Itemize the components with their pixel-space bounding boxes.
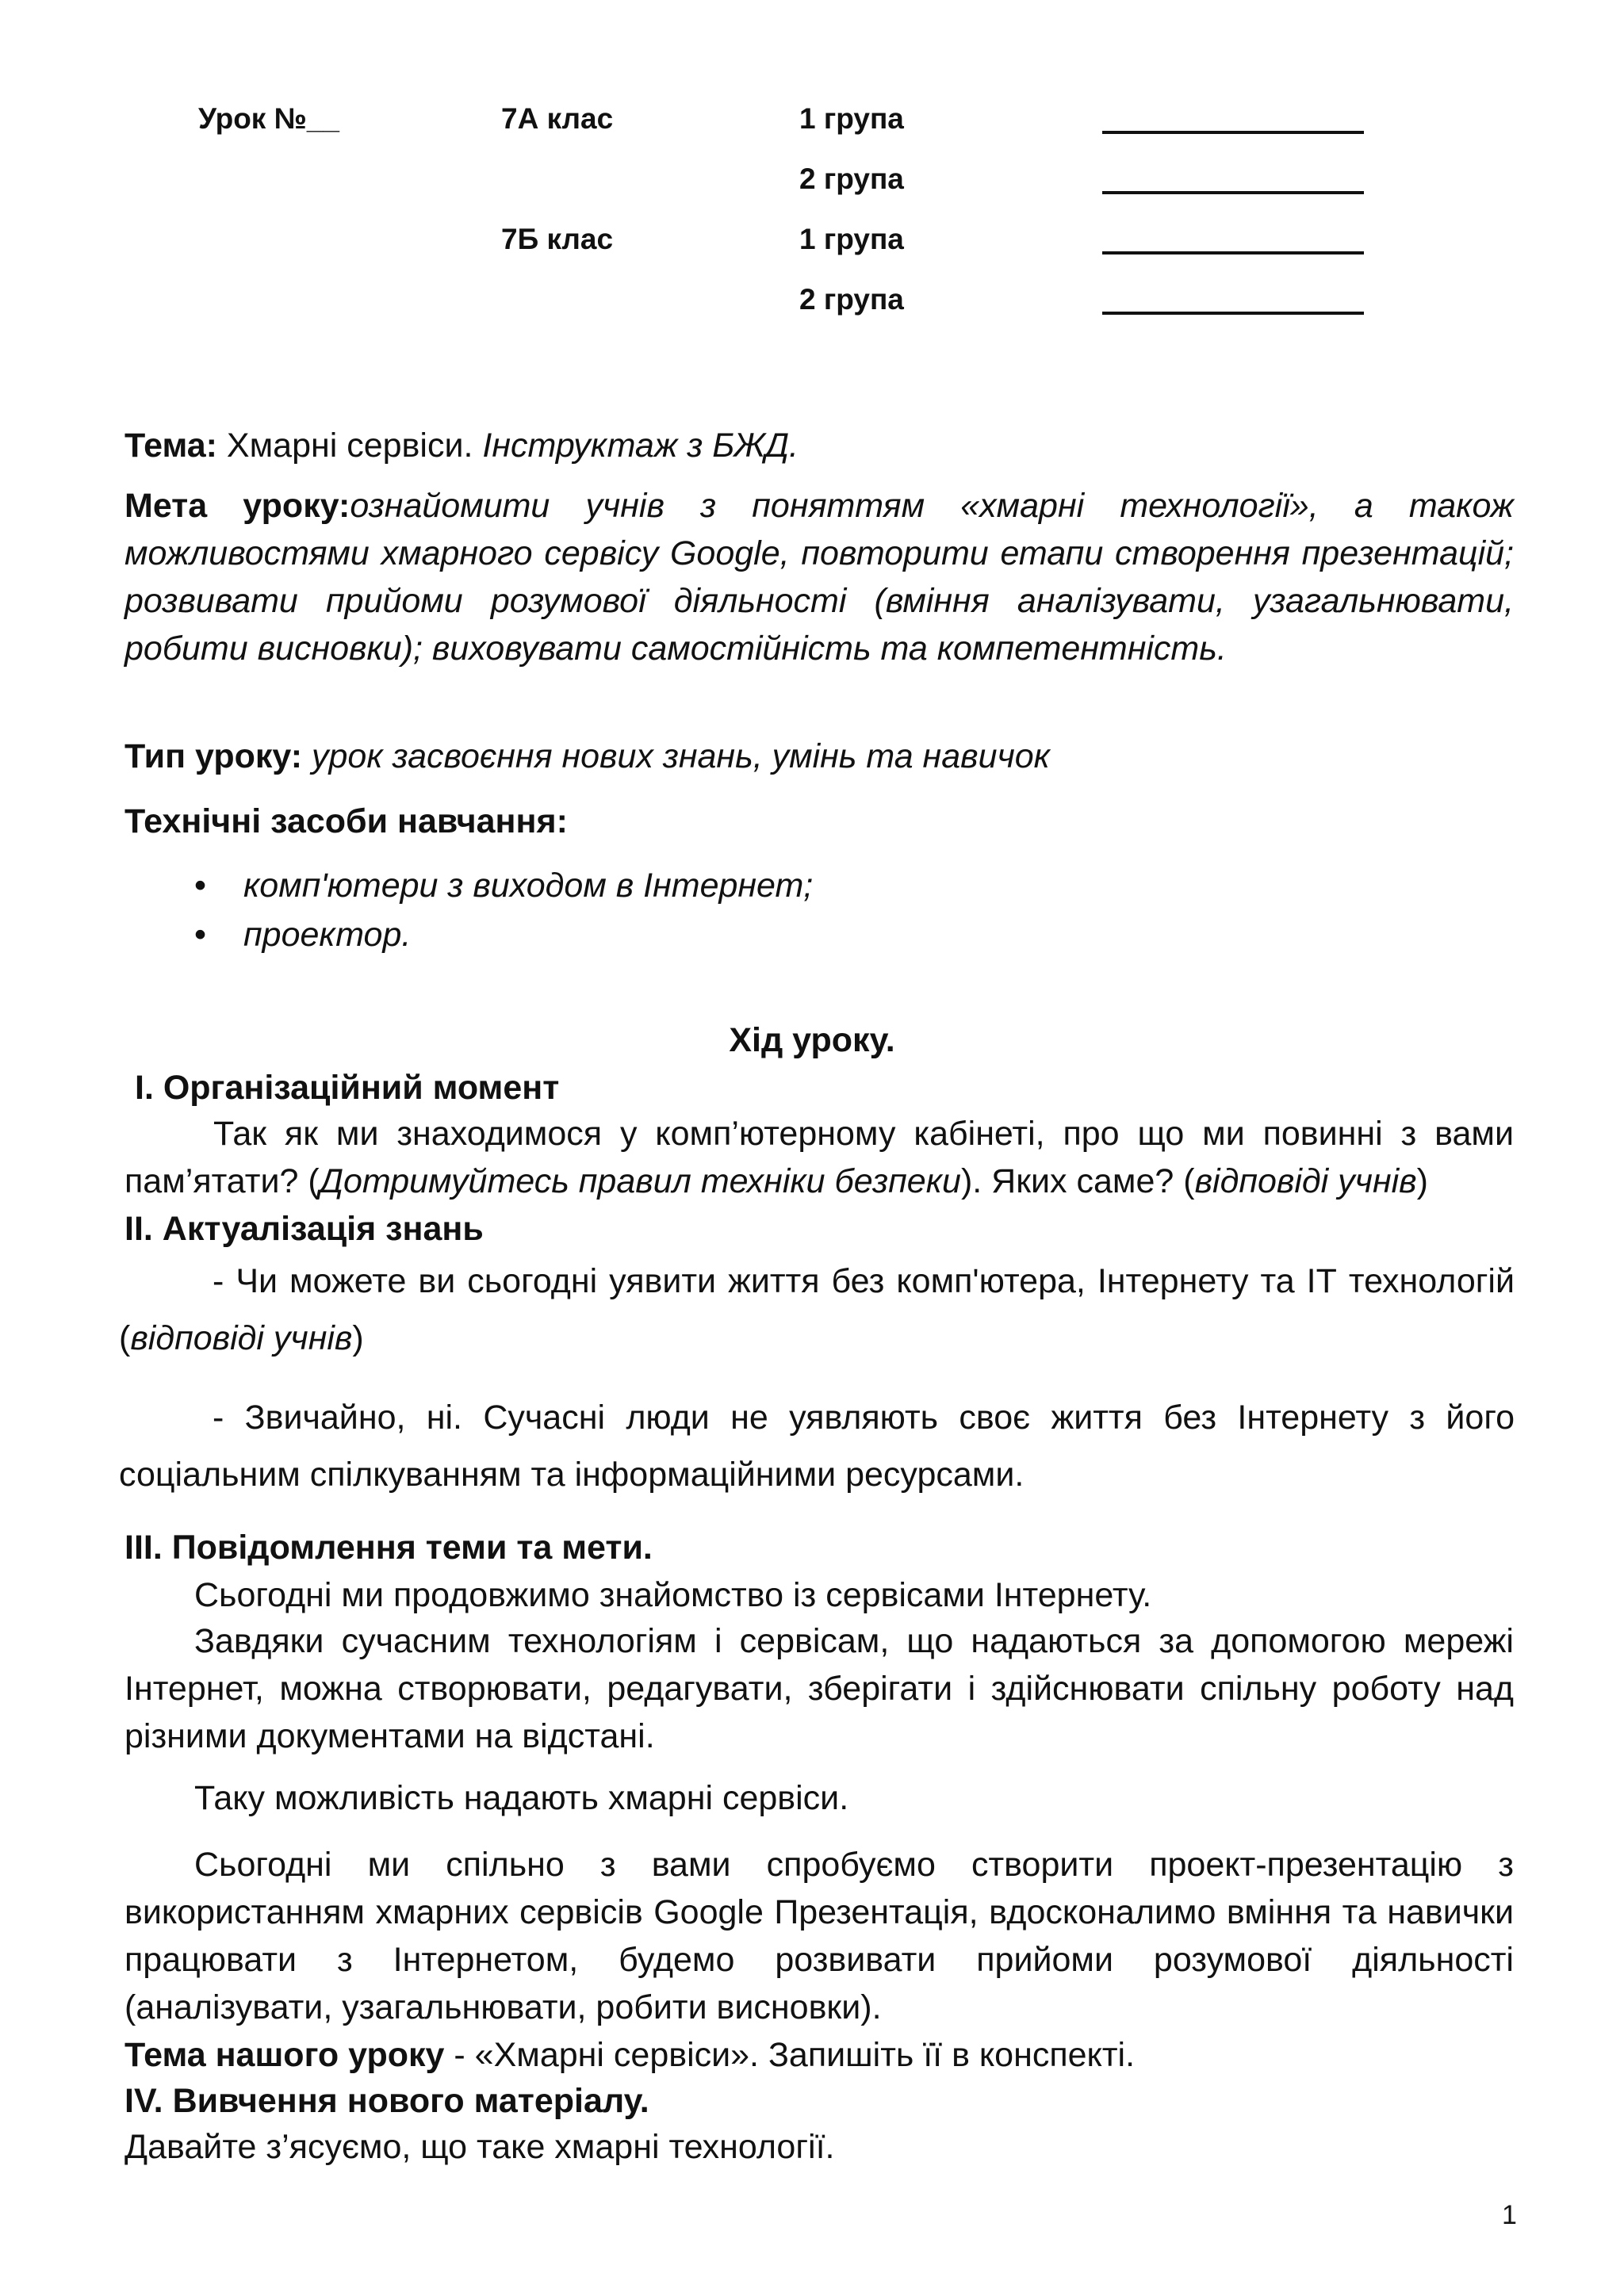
section-2-question-italic: відповіді учнів: [130, 1319, 353, 1357]
section-1-text-a: Так як ми знаходимося у комп’ютерному кабінеті, про що ми повинні з вами пам’ятати? (: [124, 1115, 1514, 1200]
tech-means-list: [194, 861, 813, 959]
group-2-7a-label: 2 група: [799, 163, 904, 195]
lesson-type-line: [124, 733, 1050, 780]
section-3-p4: [124, 1841, 1514, 2031]
blank-line: [1102, 251, 1364, 254]
section-2-title: ІІ. Актуалізація знань: [124, 1210, 484, 1248]
blank-line: [1102, 191, 1364, 194]
topic-italic: Інструктаж з БЖД.: [482, 427, 799, 465]
section-3-p3: [124, 1774, 1514, 1822]
class-7b-label: 7Б клас: [501, 223, 614, 255]
section-4-title: IV. Вивчення нового матеріалу.: [124, 2082, 649, 2120]
section-4-p1: Давайте з’ясуємо, що таке хмарні технології.: [124, 2128, 835, 2166]
list-item: • проектор.: [194, 910, 813, 959]
section-1-text-b: Дотримуйтесь правил техніки безпеки: [319, 1162, 961, 1200]
lesson-type-text: урок засвоєння нових знань, умінь та навичок: [312, 737, 1050, 775]
lesson-number-label: Урок №__: [198, 102, 340, 135]
lesson-topic-rest: - «Хмарні сервіси». Запишіть її в конспекті.: [444, 2036, 1136, 2074]
section-3-p4-text: Сьогодні ми спільно з вами спробуємо створити проект-презентацію з використанням хмарних сервісів Google Презентація, вдосконалимо вміння та навички працювати з Інтернетом, будемо розвивати прийоми розумової діяльності (аналізувати, узагальнювати, робити висновки).: [124, 1846, 1514, 2026]
group-1-7b-label: 1 група: [799, 223, 904, 255]
section-3-p3-text: Таку можливість надають хмарні сервіси.: [194, 1779, 849, 1817]
course-title: Хід уроку.: [729, 1021, 895, 1059]
goal-paragraph: [124, 482, 1514, 672]
section-2-answer-text: - Звичайно, ні. Сучасні люди не уявляють своє життя без Інтернету з його соціальним спілкуванням та інформаційними ресурсами.: [119, 1399, 1515, 1494]
section-3-p2: [124, 1617, 1514, 1760]
group-2-7b-label: 2 група: [799, 283, 904, 316]
section-2-answer: [119, 1389, 1515, 1503]
group-1-7a-label: 1 група: [799, 102, 904, 135]
tech-means-label: Технічні засоби навчання:: [124, 802, 568, 840]
topic-label: Тема:: [124, 427, 217, 465]
lesson-topic-line: [124, 2031, 1135, 2079]
list-item: • комп'ютери з виходом в Інтернет;: [194, 861, 813, 910]
topic-line: [124, 422, 799, 469]
blank-line: [1102, 131, 1364, 134]
section-1-title: І. Організаційний момент: [135, 1069, 560, 1107]
page-number: 1: [1502, 2200, 1517, 2230]
section-3-title: ІІІ. Повідомлення теми та мети.: [124, 1529, 653, 1567]
lesson-topic-bold: Тема нашого уроку: [124, 2036, 445, 2074]
section-1-paragraph: [124, 1110, 1514, 1205]
section-1-text-e: ): [1416, 1162, 1428, 1200]
lesson-type-label: Тип уроку:: [124, 737, 303, 775]
topic-text: Хмарні сервіси.: [226, 427, 473, 465]
section-2-question: [119, 1253, 1515, 1367]
section-3-p1: [124, 1571, 1514, 1619]
section-1-text-d: відповіді учнів: [1194, 1162, 1417, 1200]
goal-text: ознайомити учнів з поняттям «хмарні технології», а також можливостями хмарного сервісу Google, повторити етапи створення презентацій; розвивати прийоми розумової діяльності (вміння аналізувати, узагальнювати, робити висновки); виховувати самостійність та компетентність.: [124, 487, 1515, 668]
section-2-question-text: - Чи можете ви сьогодні уявити життя без комп'ютера, Інтернету та ІТ технологій (: [119, 1262, 1515, 1357]
section-2-question-end: ): [352, 1319, 364, 1357]
section-3-p1-text: Сьогодні ми продовжимо знайомство із сервісами Інтернету.: [194, 1576, 1152, 1614]
class-7a-label: 7А клас: [501, 102, 614, 135]
section-1-text-c: ). Яких саме? (: [960, 1162, 1195, 1200]
blank-line: [1102, 312, 1364, 315]
goal-label: Мета уроку:: [124, 487, 350, 525]
section-3-p2-text: Завдяки сучасним технологіям і сервісам, що надаються за допомогою мережі Інтернет, можна створювати, редагувати, зберігати і здійснювати спільну роботу над різними документами на відстані.: [124, 1622, 1514, 1755]
